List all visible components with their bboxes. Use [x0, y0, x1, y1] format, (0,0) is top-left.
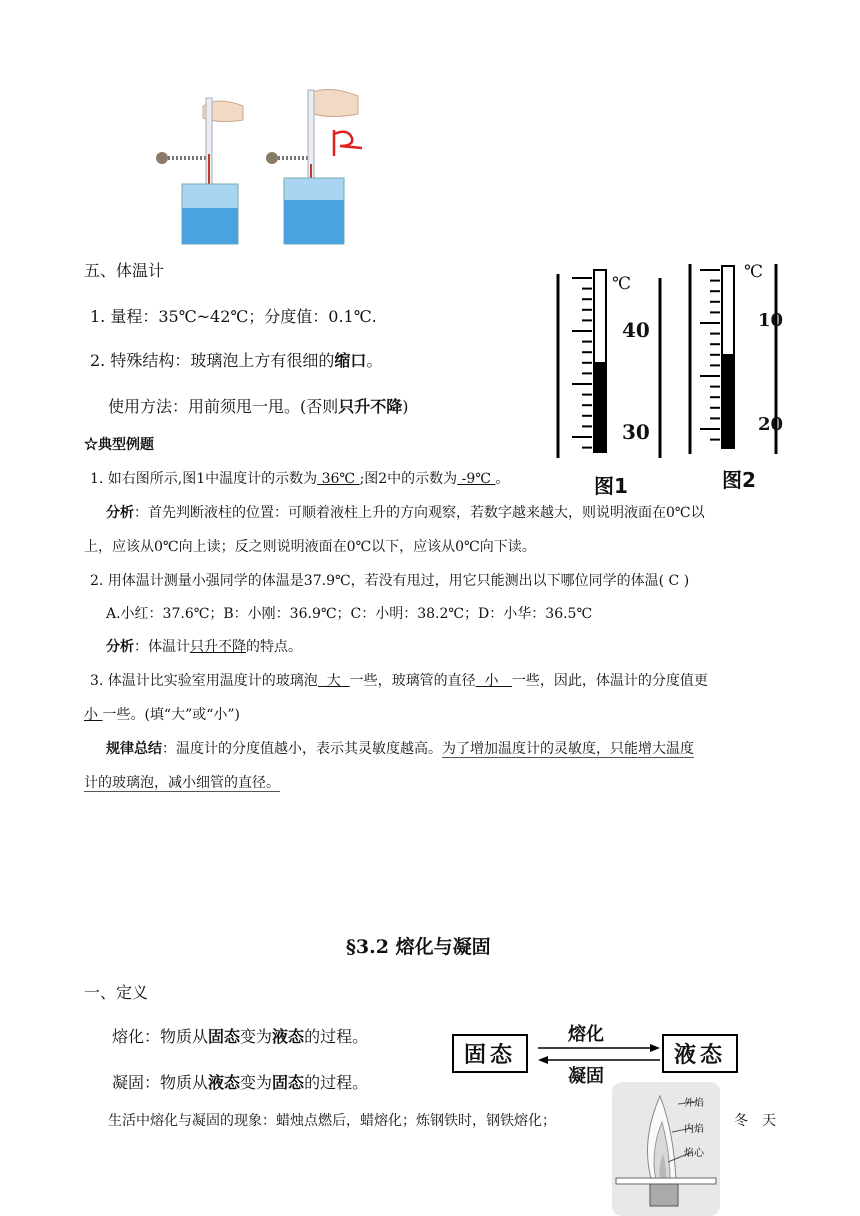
flame-core-label: 焰心	[684, 1148, 704, 1159]
left-beaker-setup	[156, 98, 243, 244]
solid-post: 的过程。	[304, 1073, 369, 1092]
q1-answer2: -9℃	[457, 471, 496, 487]
example-q3	[90, 670, 708, 690]
analysis2-underlined: 只升不降	[190, 639, 246, 655]
life-examples-text: 生活中熔化与凝固的现象：蜡烛点燃后，蜡熔化；炼钢铁时，钢铁熔化；	[108, 1113, 556, 1129]
q3-answer2: 小	[475, 673, 512, 689]
section5-item1: 1. 量程：35℃~42℃；分度值：0.1℃.	[90, 307, 377, 326]
q3-line2-post: 一些。(填“大”或“小”)	[102, 707, 241, 723]
q1-mid: ;图2中的示数为	[359, 471, 458, 487]
solidification-definition	[112, 1070, 368, 1093]
analysis1-line2: 上，应该从0℃向上读；反之则说明液面在0℃以下，应该从0℃向下读。	[84, 539, 536, 555]
rule-text: ：温度计的分度值越小，表示其灵敏度越高。	[162, 741, 442, 757]
solid-bold2: 固态	[272, 1073, 305, 1092]
life-examples-tail: 冬 天	[734, 1113, 776, 1129]
analysis2-post: 的特点。	[246, 639, 302, 655]
section32-def-heading: 一、定义	[84, 983, 149, 1002]
section5-item2	[90, 348, 382, 371]
examples-heading: ☆典型例题	[84, 437, 154, 453]
rule-summary-line1	[106, 738, 694, 758]
usage-bold: 只升不降	[338, 397, 403, 416]
rule-summary-line2	[84, 772, 280, 792]
melt-pre: 熔化：物质从	[112, 1027, 209, 1046]
right-beaker-setup	[266, 89, 362, 244]
usage-post: )	[402, 397, 409, 416]
state-change-arrows	[536, 1044, 662, 1064]
q3-post: 一些，因此，体温计的分度值更	[511, 673, 708, 689]
example-q3-line2	[84, 704, 240, 724]
analysis1-label: 分析	[106, 505, 134, 521]
solid-pre: 凝固：物质从	[112, 1073, 209, 1092]
analysis2	[106, 636, 302, 656]
item2-bold: 缩口	[334, 351, 367, 370]
analysis2-pre: ：体温计	[134, 639, 190, 655]
example-q1	[90, 468, 509, 488]
rule-underlined2: 计的玻璃泡，减小细管的直径。	[84, 775, 280, 791]
item2-text: 2. 特殊结构：玻璃泡上方有很细的	[90, 351, 335, 370]
q3-answer3: 小	[84, 707, 103, 723]
fig2-unit: ℃	[744, 262, 764, 282]
melt-mid: 变为	[240, 1027, 273, 1046]
fig1-tick-bottom: 30	[622, 420, 650, 444]
fig1-unit: ℃	[612, 274, 632, 294]
melt-post: 的过程。	[304, 1027, 369, 1046]
item2-post: 。	[366, 351, 383, 370]
q3-answer1: 大	[317, 673, 350, 689]
q1-text: 1. 如右图所示,图1中温度计的示数为	[90, 471, 318, 487]
melt-bold2: 液态	[272, 1027, 305, 1046]
example-q2-options: A.小红：37.6℃；B：小刚：36.9℃；C：小明：38.2℃；D：小华：36.5℃	[106, 606, 593, 622]
solid-bold1: 液态	[208, 1073, 241, 1092]
beaker-experiment-illustration	[148, 84, 370, 248]
diagram-melting-label: 熔化	[568, 1024, 604, 1045]
analysis2-label: 分析	[106, 639, 134, 655]
diagram-solid-box: 固态	[452, 1034, 528, 1073]
analysis1-text: ：首先判断液柱的位置：可顺着液柱上升的方向观察，若数字越来越大，则说明液面在0℃以	[134, 505, 705, 521]
rule-underlined1: 为了增加温度计的灵敏度，只能增大温度	[442, 741, 694, 757]
rule-label: 规律总结	[106, 741, 162, 757]
q1-post: 。	[495, 471, 510, 487]
q1-answer1: 36℃	[317, 471, 360, 487]
fig1-tick-top: 40	[622, 318, 650, 342]
fig2-tick-top: 10	[758, 310, 784, 331]
thermometer-figures	[550, 258, 790, 498]
flame-inner-label: 内焰	[684, 1124, 704, 1135]
solid-mid: 变为	[240, 1073, 273, 1092]
flame-outer-label: 外焰	[684, 1098, 704, 1109]
diagram-liquid-box: 液态	[662, 1034, 738, 1073]
section32-title: §3.2 熔化与凝固	[346, 936, 491, 958]
fig1-label: 图1	[594, 474, 628, 498]
analysis1-line1	[106, 502, 705, 522]
melting-definition	[112, 1024, 368, 1047]
q3-text: 3. 体温计比实验室用温度计的玻璃泡	[90, 673, 318, 689]
diagram-solidifying-label: 凝固	[568, 1066, 604, 1087]
section5-usage	[108, 394, 409, 417]
usage-text: 使用方法：用前须甩一甩。(否则	[108, 397, 339, 416]
melt-bold1: 固态	[208, 1027, 241, 1046]
q3-mid: 一些，玻璃管的直径	[349, 673, 476, 689]
fig2-tick-bottom: 20	[758, 414, 784, 435]
example-q2: 2. 用体温计测量小强同学的体温是37.9℃，若没有甩过，用它只能测出以下哪位同学的体温( C )	[90, 573, 690, 589]
fig2-label: 图2	[722, 468, 756, 492]
section5-heading: 五、体温计	[84, 261, 165, 280]
